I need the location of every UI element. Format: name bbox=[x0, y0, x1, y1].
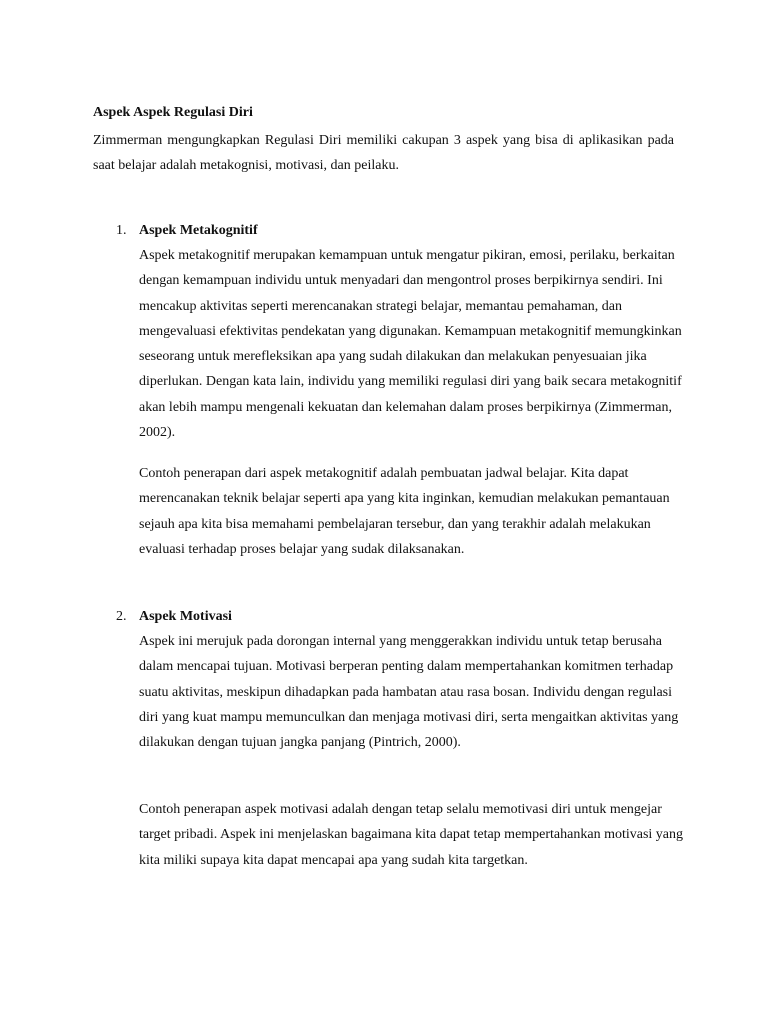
intro-paragraph: Zimmerman mengungkapkan Regulasi Diri memiliki cakupan 3 aspek yang bisa di aplikasikan pada saat belajar adalah metakognisi, motivasi, dan peilaku. bbox=[93, 133, 674, 173]
document-title: Aspek Aspek Regulasi Diri bbox=[93, 105, 253, 120]
section-paragraph-motivasi-1: Aspek ini merujuk pada dorongan internal yang menggerakkan individu untuk tetap berusaha dalam mencapai tujuan. Motivasi berperan penting dalam mempertahankan komitmen terhadap suatu aktivitas, meskipun dihadapkan pada hambatan atau rasa bosan. Individu dengan regulasi diri yang kuat mampu memunculkan dan menjaga motivasi diri, serta mengaitkan aktivitas yang dilakukan dengan tujuan jangka panjang (Pintrich, 2000). bbox=[139, 634, 679, 751]
section-heading-metakognitif: Aspek Metakognitif bbox=[139, 223, 258, 238]
list-number-1: 1. bbox=[116, 223, 127, 238]
list-number-2: 2. bbox=[116, 609, 127, 624]
section-heading-motivasi: Aspek Motivasi bbox=[139, 609, 232, 624]
section-paragraph-metakognitif-1: Aspek metakognitif merupakan kemampuan untuk mengatur pikiran, emosi, perilaku, berkaitan dengan kemampuan individu untuk menyadari dan mengontrol proses berpikirnya sendiri. Ini mencakup aktivitas seperti merencanakan strategi belajar, memantau pemahaman, dan mengevaluasi efektivitas pendekatan yang digunakan. Kemampuan metakognitif memungkinkan seseorang untuk merefleksikan apa yang sudah dilakukan dan melakukan penyesuaian jika diperlukan. Dengan kata lain, individu yang memiliki regulasi diri yang baik secara metakognitif akan lebih mampu mengenali kekuatan dan kelemahan dalam proses berpikirnya (Zimmerman, 2002). bbox=[139, 248, 682, 441]
section-paragraph-metakognitif-2: Contoh penerapan dari aspek metakognitif adalah pembuatan jadwal belajar. Kita dapat merencanakan teknik belajar seperti apa yang kita inginkan, kemudian melakukan pemantauan sejauh apa kita bisa memahami pembelajaran tersebur, dan yang terakhir adalah melakukan evaluasi terhadap proses belajar yang sudak dilaksanakan. bbox=[139, 466, 670, 557]
section-paragraph-motivasi-2: Contoh penerapan aspek motivasi adalah dengan tetap selalu memotivasi diri untuk mengejar target pribadi. Aspek ini menjelaskan bagaimana kita dapat tetap mempertahankan motivasi yang kita miliki supaya kita dapat mencapai apa yang sudah kita targetkan. bbox=[139, 802, 684, 868]
